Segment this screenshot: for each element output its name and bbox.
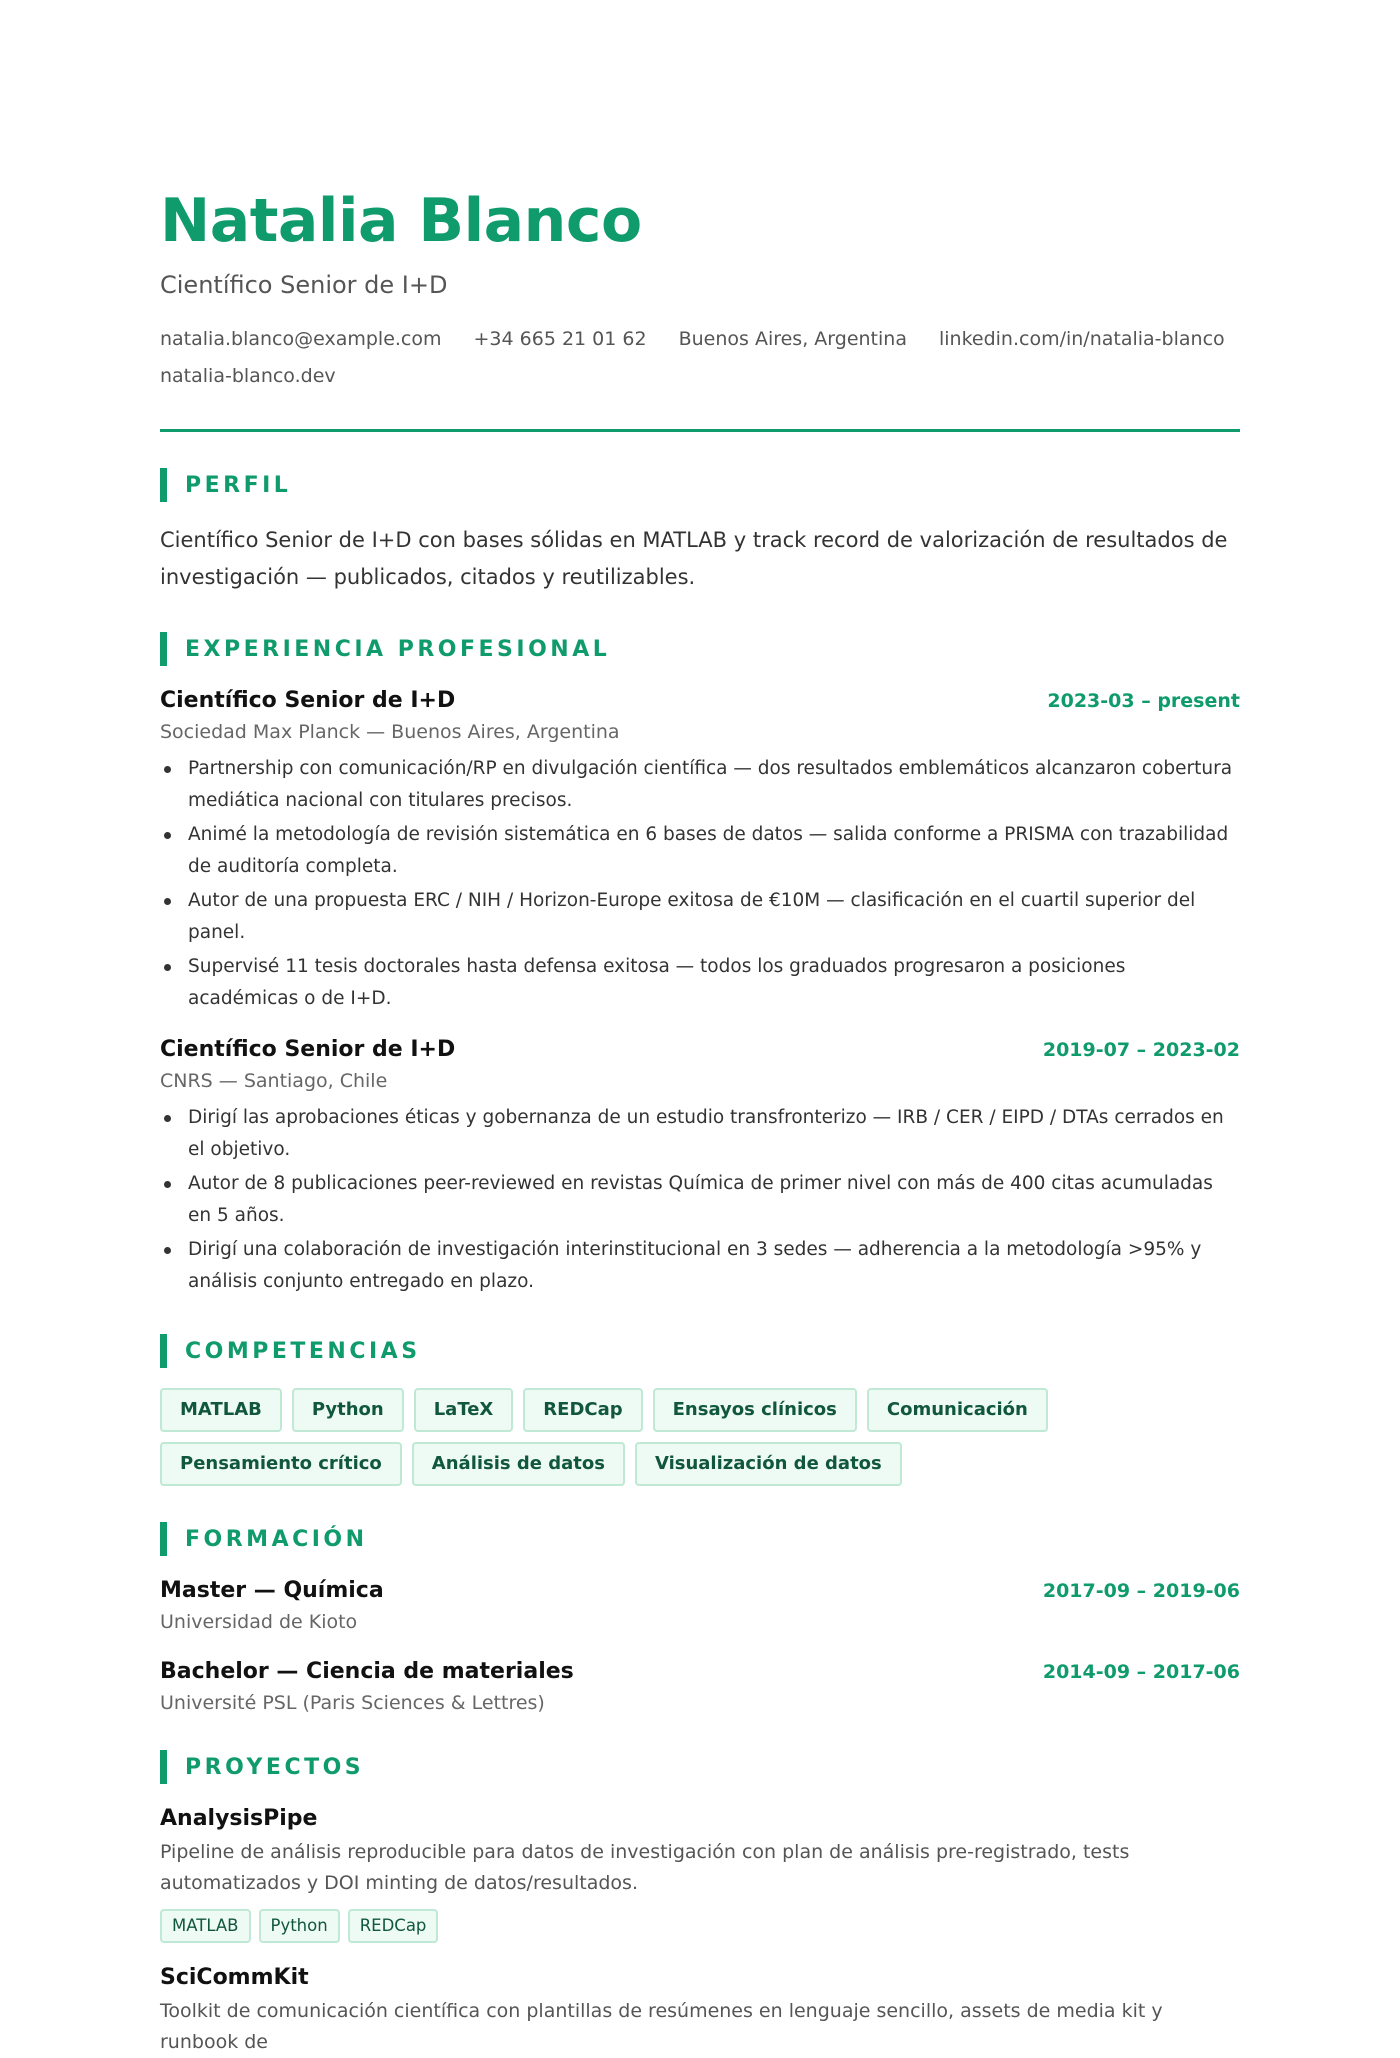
profile-summary: Científico Senior de I+D con bases sólidas en MATLAB y track record de valorización de resultados de investigación — publicados, citados y reutilizables. <box>160 528 1228 589</box>
job-entry <box>160 688 1240 1015</box>
contact-email[interactable]: natalia.blanco@example.com <box>160 328 442 350</box>
section-heading <box>160 1522 1240 1556</box>
list-item: Partnership con comunicación/RP en divulgación científica — dos resultados emblemáticos alcanzaron cobertura mediática nacional con titulares precisos. <box>160 753 1240 817</box>
header-divider <box>160 429 1240 432</box>
skills-section <box>160 1334 1240 1486</box>
skill-chip: Análisis de datos <box>412 1442 625 1486</box>
education-entry <box>160 1578 1240 1633</box>
job-entry <box>160 1037 1240 1298</box>
section-title-education: FORMACIÓN <box>185 1526 368 1552</box>
project-tag: Python <box>259 1909 340 1943</box>
list-item: Dirigí las aprobaciones éticas y gobernanza de un estudio transfronterizo — IRB / CER / EIPD / DTAs cerrados en el objetivo. <box>160 1102 1240 1166</box>
project-tag: REDCap <box>348 1909 439 1943</box>
school-name: Université PSL (Paris Sciences & Lettres) <box>160 1692 545 1714</box>
experience-section <box>160 632 1240 1298</box>
job-date: 2023-03 – present <box>1047 690 1240 712</box>
skill-chip: Visualización de datos <box>635 1442 902 1486</box>
job-organization: CNRS — Santiago, Chile <box>160 1070 388 1092</box>
project-description: Pipeline de análisis reproducible para datos de investigación con plan de análisis pre-registrado, tests automatizados y DOI minting de datos/resultados. <box>160 1841 1130 1894</box>
skill-chip: MATLAB <box>160 1388 282 1432</box>
skill-chips <box>160 1388 1160 1486</box>
project-entry <box>160 1806 1240 1943</box>
job-bullets <box>160 1102 1240 1298</box>
contact-linkedin[interactable]: linkedin.com/in/natalia-blanco <box>938 328 1225 350</box>
section-title-profile: PERFIL <box>185 472 292 498</box>
skill-chip: LaTeX <box>414 1388 514 1432</box>
education-section <box>160 1522 1240 1714</box>
project-description: Toolkit de comunicación científica con plantillas de resúmenes en lenguaje sencillo, assets de media kit y runbook de <box>160 2000 1163 2053</box>
projects-section <box>160 1750 1240 2058</box>
skill-chip: Python <box>292 1388 404 1432</box>
job-title: Científico Senior de I+D <box>160 1037 456 1062</box>
section-title-projects: PROYECTOS <box>185 1754 365 1780</box>
project-tag: MATLAB <box>160 1909 251 1943</box>
contact-website[interactable]: natalia-blanco.dev <box>160 365 336 387</box>
school-name: Universidad de Kioto <box>160 1611 358 1633</box>
section-accent-bar <box>160 468 167 502</box>
education-date: 2014-09 – 2017-06 <box>1042 1661 1240 1683</box>
resume-header <box>160 0 1240 432</box>
project-tags <box>160 1909 1240 1943</box>
section-title-experience: EXPERIENCIA PROFESIONAL <box>185 636 611 662</box>
project-name: AnalysisPipe <box>160 1806 318 1831</box>
education-entry <box>160 1659 1240 1714</box>
section-heading <box>160 1334 1240 1368</box>
section-heading <box>160 1750 1240 1784</box>
profile-section <box>160 468 1240 596</box>
section-accent-bar <box>160 1522 167 1556</box>
skill-chip: Ensayos clínicos <box>653 1388 857 1432</box>
section-accent-bar <box>160 1334 167 1368</box>
skill-chip: REDCap <box>523 1388 642 1432</box>
job-bullets <box>160 753 1240 1015</box>
list-item: Dirigí una colaboración de investigación interinstitucional en 3 sedes — adherencia a la metodología >95% y análisis conjunto entregado en plazo. <box>160 1234 1240 1298</box>
degree-title: Master — Química <box>160 1578 384 1603</box>
job-date: 2019-07 – 2023-02 <box>1042 1039 1240 1061</box>
education-date: 2017-09 – 2019-06 <box>1042 1580 1240 1602</box>
contact-phone: +34 665 21 01 62 <box>473 328 647 350</box>
list-item: Autor de 8 publicaciones peer-reviewed en revistas Química de primer nivel con más de 400 citas acumuladas en 5 años. <box>160 1168 1240 1232</box>
contact-location: Buenos Aires, Argentina <box>678 328 907 350</box>
degree-title: Bachelor — Ciencia de materiales <box>160 1659 574 1684</box>
list-item: Animé la metodología de revisión sistemática en 6 bases de datos — salida conforme a PRISMA con trazabilidad de auditoría completa. <box>160 819 1240 883</box>
candidate-title: Científico Senior de I+D <box>160 271 448 299</box>
skill-chip: Pensamiento crítico <box>160 1442 402 1486</box>
section-title-skills: COMPETENCIAS <box>185 1338 421 1364</box>
project-name: SciCommKit <box>160 1965 309 1990</box>
section-accent-bar <box>160 632 167 666</box>
section-heading <box>160 468 1240 502</box>
list-item: Supervisé 11 tesis doctorales hasta defensa exitosa — todos los graduados progresaron a posiciones académicas o de I+D. <box>160 951 1240 1015</box>
candidate-name: Natalia Blanco <box>160 186 642 256</box>
section-accent-bar <box>160 1750 167 1784</box>
project-entry <box>160 1965 1240 2058</box>
job-title: Científico Senior de I+D <box>160 688 456 713</box>
list-item: Autor de una propuesta ERC / NIH / Horizon-Europe exitosa de €10M — clasificación en el cuartil superior del panel. <box>160 885 1240 949</box>
section-heading <box>160 632 1240 666</box>
contact-list <box>160 321 1240 395</box>
job-organization: Sociedad Max Planck — Buenos Aires, Argentina <box>160 721 620 743</box>
skill-chip: Comunicación <box>867 1388 1048 1432</box>
